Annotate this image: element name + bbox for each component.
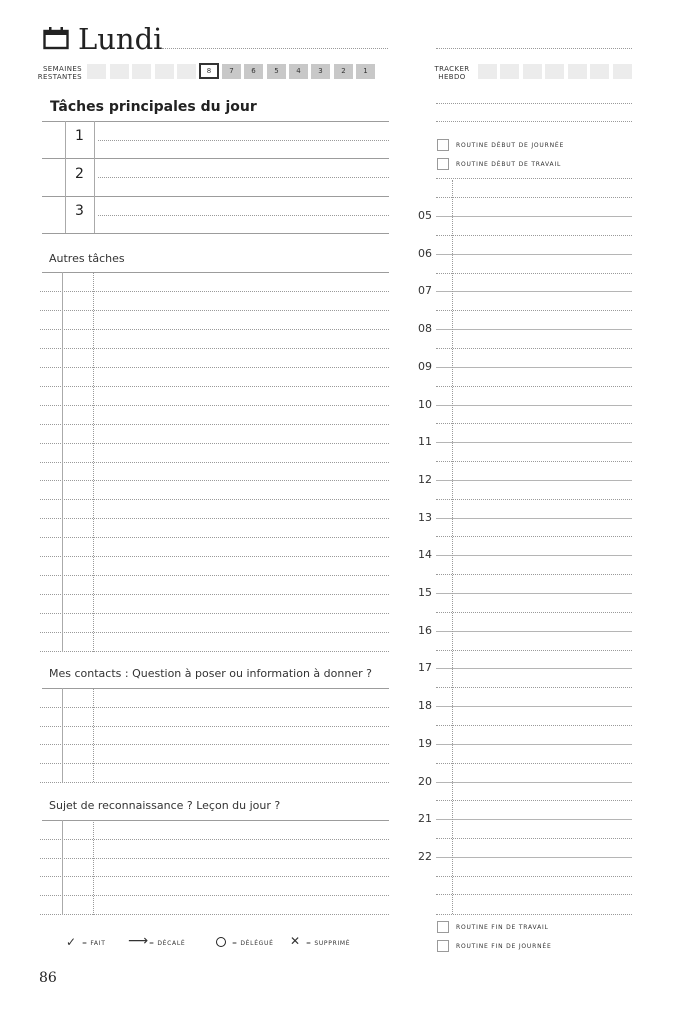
- half-hour-line[interactable]: [436, 197, 632, 198]
- half-hour-line[interactable]: [436, 574, 632, 575]
- tracker-box[interactable]: [613, 64, 632, 79]
- hour-label: 06: [418, 246, 432, 260]
- arrow-right-icon: ⟶: [128, 933, 149, 949]
- other-tasks-rule: [42, 272, 389, 273]
- main-tasks-rule: [42, 233, 389, 234]
- week-blank-box: [110, 64, 129, 79]
- task-line[interactable]: [98, 215, 389, 216]
- task-number: 3: [75, 203, 84, 219]
- task-number: 2: [75, 166, 84, 182]
- main-tasks-divider: [94, 121, 95, 233]
- week-blank-box: [155, 64, 174, 79]
- half-hour-line[interactable]: [436, 725, 632, 726]
- half-hour-line[interactable]: [436, 838, 632, 839]
- hour-label: 05: [418, 209, 432, 222]
- legend: [66, 935, 386, 949]
- week-box[interactable]: 4: [289, 64, 308, 79]
- hour-line[interactable]: [436, 216, 632, 217]
- week-box[interactable]: 5: [267, 64, 286, 79]
- hour-line[interactable]: [436, 668, 632, 669]
- schedule-line[interactable]: [436, 876, 632, 877]
- hour-line[interactable]: [436, 706, 632, 707]
- hour-line[interactable]: [436, 782, 632, 783]
- hour-line[interactable]: [436, 631, 632, 632]
- task-line[interactable]: [98, 140, 389, 141]
- hour-label: 13: [418, 510, 432, 524]
- half-hour-line[interactable]: [436, 612, 632, 613]
- half-hour-line[interactable]: [436, 763, 632, 764]
- week-blank-box: [177, 64, 196, 79]
- hour-line[interactable]: [436, 442, 632, 443]
- other-tasks-divider: [93, 272, 94, 652]
- hour-line[interactable]: [436, 254, 632, 255]
- hour-label: 10: [418, 397, 432, 411]
- week-blank-box: [87, 64, 106, 79]
- contacts-heading: Mes contacts : Question à poser ou information à donner ?: [49, 667, 372, 680]
- half-hour-line[interactable]: [436, 310, 632, 311]
- hour-line[interactable]: [436, 744, 632, 745]
- routine-start-day-checkbox[interactable]: [437, 139, 449, 151]
- half-hour-line[interactable]: [436, 499, 632, 500]
- half-hour-line[interactable]: [436, 461, 632, 462]
- weeks-remaining-label: SEMAINES RESTANTES: [37, 65, 82, 81]
- hour-label: 11: [418, 435, 432, 449]
- hour-line[interactable]: [436, 819, 632, 820]
- task-line[interactable]: [98, 177, 389, 178]
- hour-line[interactable]: [436, 518, 632, 519]
- page-number: 86: [39, 970, 57, 986]
- hour-line[interactable]: [436, 480, 632, 481]
- cross-icon: ✕: [290, 934, 301, 948]
- hour-line[interactable]: [436, 367, 632, 368]
- hour-label: 07: [418, 284, 432, 298]
- tracker-box[interactable]: [545, 64, 564, 79]
- half-hour-line[interactable]: [436, 273, 632, 274]
- half-hour-line[interactable]: [436, 800, 632, 801]
- other-tasks-heading: Autres tâches: [49, 252, 125, 265]
- routine-start-work-label: ROUTINE DÉBUT DE TRAVAIL: [456, 161, 562, 168]
- tracker-line[interactable]: [436, 121, 632, 122]
- hour-label: 21: [418, 812, 432, 826]
- hour-label: 15: [418, 586, 432, 599]
- hour-label: 09: [418, 359, 432, 373]
- hour-label: 18: [418, 699, 432, 713]
- legend-deleted: = SUPPRIMÉ: [306, 940, 351, 947]
- main-tasks-heading: Tâches principales du jour: [50, 99, 257, 115]
- tracker-box[interactable]: [523, 64, 542, 79]
- half-hour-line[interactable]: [436, 386, 632, 387]
- schedule-line: [436, 178, 632, 179]
- circle-icon: [216, 937, 226, 947]
- tracker-label: TRACKER HEBDO: [434, 65, 470, 81]
- routine-end-work-label: ROUTINE FIN DE TRAVAIL: [456, 924, 549, 931]
- hour-label: 17: [418, 661, 432, 675]
- week-box[interactable]: 6: [244, 64, 263, 79]
- tracker-line[interactable]: [436, 103, 632, 104]
- gratitude-rule: [42, 820, 389, 821]
- main-tasks-divider: [65, 121, 66, 233]
- gratitude-divider: [62, 820, 63, 915]
- legend-moved: = DÉCALÉ: [149, 940, 186, 947]
- hour-label: 12: [418, 472, 432, 486]
- other-tasks-divider: [62, 272, 63, 652]
- half-hour-line[interactable]: [436, 650, 632, 651]
- hour-line[interactable]: [436, 329, 632, 330]
- page-title: Lundi: [78, 22, 163, 56]
- tracker-title-line: [436, 48, 632, 49]
- calendar-icon: [43, 26, 69, 54]
- week-box[interactable]: 7: [222, 64, 241, 79]
- hour-line[interactable]: [436, 857, 632, 858]
- hour-label: 19: [418, 736, 432, 750]
- half-hour-line[interactable]: [436, 536, 632, 537]
- hour-line[interactable]: [436, 555, 632, 556]
- hour-line[interactable]: [436, 291, 632, 292]
- check-icon: ✓: [66, 935, 77, 949]
- hour-label: 14: [418, 548, 432, 562]
- week-blank-box: [132, 64, 151, 79]
- hour-label: 22: [418, 849, 432, 863]
- gratitude-divider: [93, 820, 94, 915]
- gratitude-heading: Sujet de reconnaissance ? Leçon du jour ?: [49, 799, 281, 812]
- week-box[interactable]: 2: [334, 64, 353, 79]
- week-box-current[interactable]: 8: [199, 63, 219, 79]
- half-hour-line[interactable]: [436, 235, 632, 236]
- tracker-box[interactable]: [590, 64, 609, 79]
- contacts-divider: [93, 688, 94, 782]
- tracker-box[interactable]: [500, 64, 519, 79]
- schedule-end-line: [436, 914, 632, 915]
- week-box[interactable]: 3: [311, 64, 330, 79]
- schedule-divider: [452, 180, 453, 914]
- week-box[interactable]: 1: [356, 64, 375, 79]
- routine-start-day-label: ROUTINE DÉBUT DE JOURNÉE: [456, 142, 565, 149]
- title-line: [162, 48, 388, 49]
- hour-line[interactable]: [436, 593, 632, 594]
- tracker-box[interactable]: [478, 64, 497, 79]
- routine-end-day-checkbox[interactable]: [437, 940, 449, 952]
- legend-done: = FAIT: [82, 940, 106, 947]
- routine-end-day-label: ROUTINE FIN DE JOURNÉE: [456, 943, 552, 950]
- contacts-rule: [42, 688, 389, 689]
- hour-label: 16: [418, 623, 432, 637]
- contacts-divider: [62, 688, 63, 782]
- hour-label: 20: [418, 774, 432, 788]
- half-hour-line[interactable]: [436, 423, 632, 424]
- routine-end-work-checkbox[interactable]: [437, 921, 449, 933]
- legend-delegated: = DÉLÉGUÉ: [232, 940, 274, 947]
- task-number: 1: [75, 128, 84, 144]
- schedule-line[interactable]: [436, 894, 632, 895]
- routine-start-work-checkbox[interactable]: [437, 158, 449, 170]
- hour-label: 08: [418, 322, 432, 336]
- contact-line[interactable]: [40, 782, 389, 783]
- hour-line[interactable]: [436, 405, 632, 406]
- tracker-box[interactable]: [568, 64, 587, 79]
- half-hour-line[interactable]: [436, 687, 632, 688]
- half-hour-line[interactable]: [436, 348, 632, 349]
